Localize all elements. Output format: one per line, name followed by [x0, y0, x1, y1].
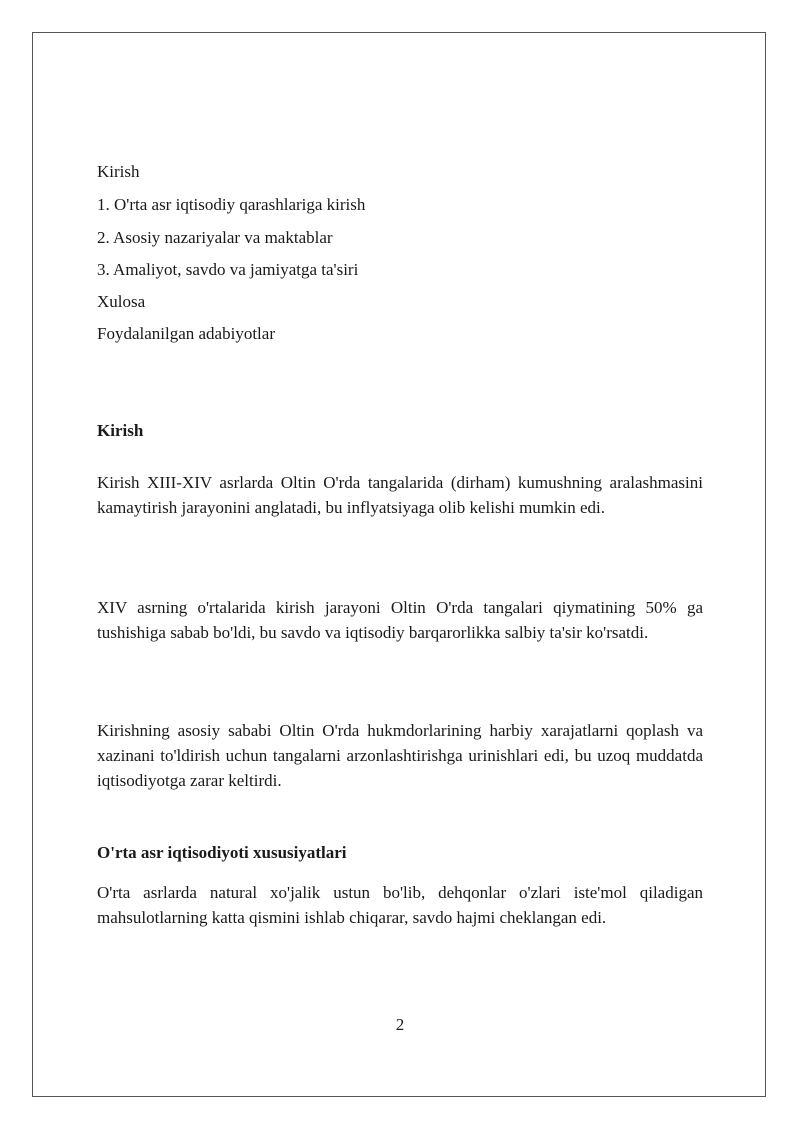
- toc-item-conclusion: Xulosa: [97, 292, 146, 311]
- page-number: 2: [395, 1015, 405, 1034]
- toc-item-chapter-3: 3. Amaliyot, savdo va jamiyatga ta'siri: [97, 260, 359, 279]
- paragraph-intro-2: XIV asrning o'rtalarida kirish jarayoni Oltin O'rda tangalari qiymatining 50% ga tushishiga sabab bo'ldi, bu savdo va iqtisodiy barqarorlikka salbiy ta'sir ko'rsatdi.: [97, 598, 703, 642]
- page-frame: [32, 32, 766, 1097]
- paragraph-intro-3: Kirishning asosiy sababi Oltin O'rda hukmdorlarining harbiy xarajatlarni qoplash va xazinani to'ldirish uchun tangalarni arzonlashtirishga urinishlari edi, bu uzoq muddatda iqtisodiyotga zarar keltirdi.: [97, 721, 703, 790]
- toc-item-intro: Kirish: [97, 162, 140, 181]
- section-heading-features: O'rta asr iqtisodiyoti xususiyatlari: [97, 843, 347, 862]
- toc-item-chapter-1: 1. O'rta asr iqtisodiy qarashlariga kirish: [97, 195, 366, 214]
- section-heading-intro: Kirish: [97, 421, 144, 440]
- toc-item-chapter-2: 2. Asosiy nazariyalar va maktablar: [97, 228, 333, 247]
- toc-item-references: Foydalanilgan adabiyotlar: [97, 324, 275, 343]
- paragraph-features: O'rta asrlarda natural xo'jalik ustun bo'lib, dehqonlar o'zlari iste'mol qiladigan mahsulotlarning katta qismini ishlab chiqarar, savdo hajmi cheklangan edi.: [97, 883, 703, 927]
- paragraph-intro-1: Kirish XIII-XIV asrlarda Oltin O'rda tangalarida (dirham) kumushning aralashmasini kamaytirish jarayonini anglatadi, bu inflyatsiyaga olib kelishi mumkin edi.: [97, 473, 703, 517]
